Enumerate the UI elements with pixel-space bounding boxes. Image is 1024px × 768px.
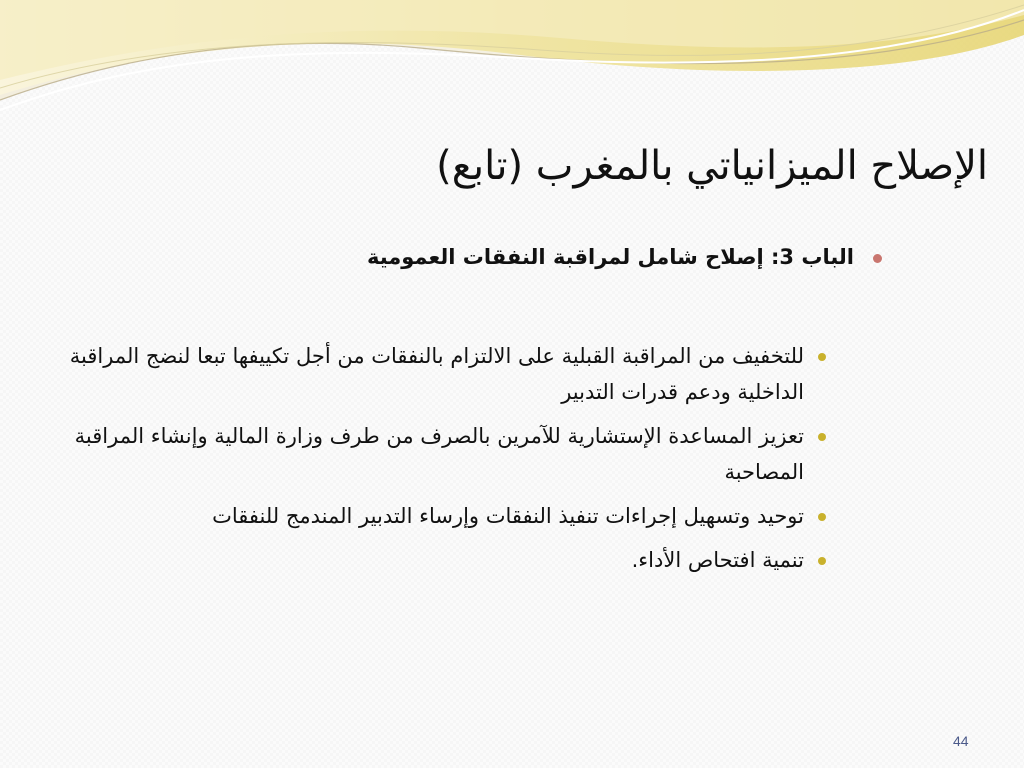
bullet-icon [818, 513, 826, 521]
heading-bullet-icon [873, 254, 882, 263]
bullet-icon [818, 353, 826, 361]
list-item [44, 338, 804, 410]
bullet-list [44, 338, 804, 586]
list-item [44, 498, 804, 534]
page-number: 44 [953, 733, 969, 749]
list-item-text: للتخفيف من المراقبة القبلية على الالتزام بالنفقات من أجل تكييفها تبعا لنضج المراقبة الداخلية ودعم قدرات التدبير [69, 344, 804, 404]
list-item-text: توحيد وتسهيل إجراءات تنفيذ النفقات وإرساء التدبير المندمج للنفقات [212, 504, 804, 528]
section-heading [94, 240, 854, 274]
bullet-icon [818, 557, 826, 565]
decorative-wave-header [0, 0, 1024, 130]
list-item [44, 418, 804, 490]
list-item [44, 542, 804, 578]
section-heading-text: الباب 3: إصلاح شامل لمراقبة النفقات العمومية [366, 245, 854, 269]
slide-title: الإصلاح الميزانياتي بالمغرب (تابع) [436, 143, 988, 189]
bullet-icon [818, 433, 826, 441]
list-item-text: تنمية افتحاص الأداء. [631, 548, 804, 572]
list-item-text: تعزيز المساعدة الإستشارية للآمرين بالصرف من طرف وزارة المالية وإنشاء المراقبة المصاحبة [74, 424, 804, 484]
